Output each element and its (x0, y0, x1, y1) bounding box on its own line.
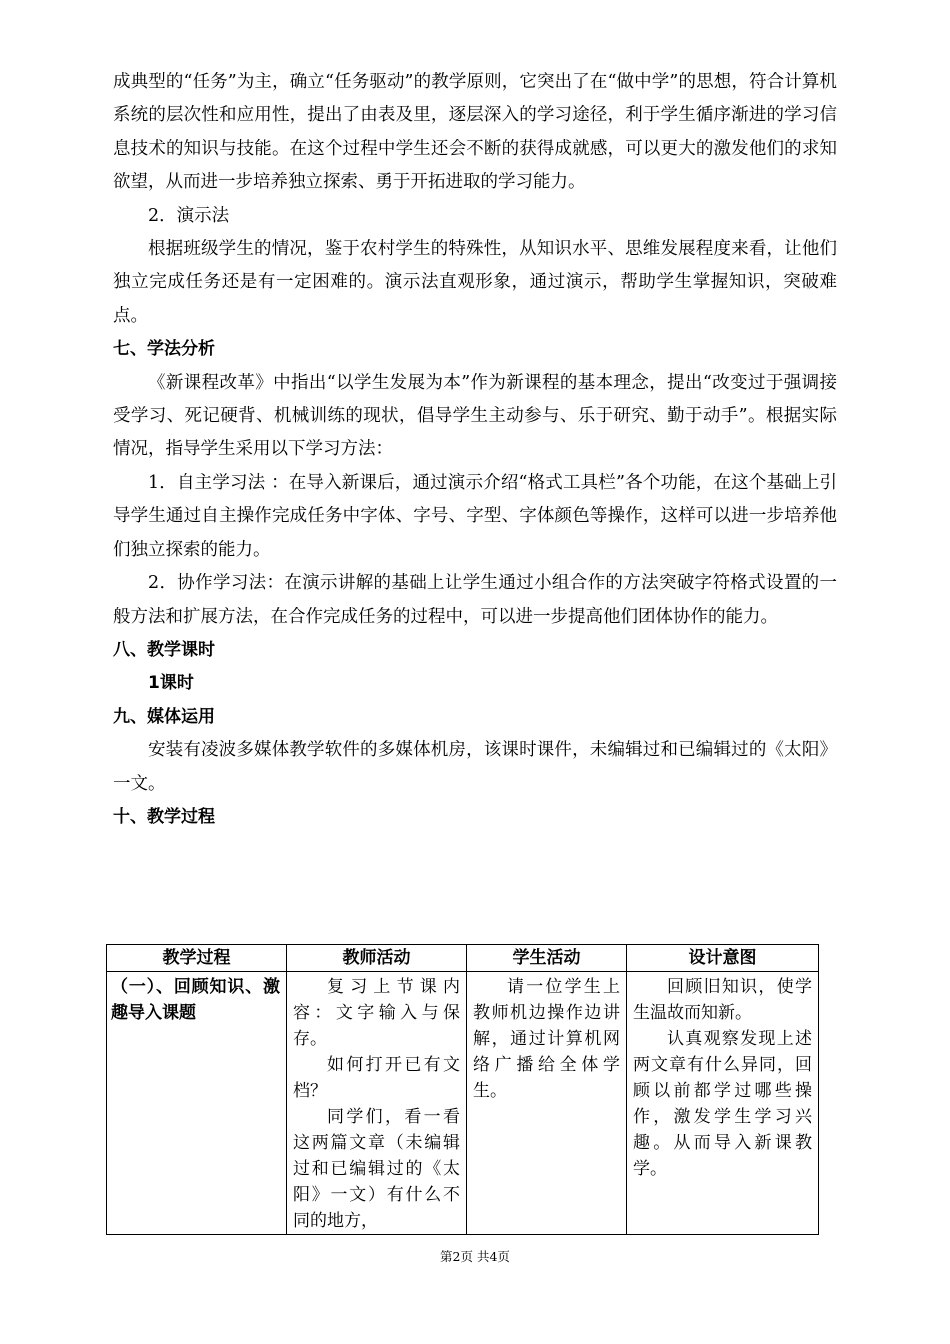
cell-stage: （一）、回顾知识、激趣导入课题 (107, 972, 287, 1235)
heading-media: 九、媒体运用 (113, 706, 215, 727)
cell-teacher-activity (287, 972, 467, 1235)
teaching-process-table (106, 944, 819, 1235)
intent-line: 回顾旧知识，使学生温故而知新。 (633, 977, 812, 1023)
header-student-activity: 学生活动 (467, 945, 627, 972)
class-hours-value: 1课时 (148, 673, 194, 694)
paragraph-demonstration: 根据班级学生的情况，鉴于农村学生的特殊性，从知识水平、思维发展程度来看，让他们独立完成任务还是有一定困难的。演示法直观形象，通过演示，帮助学生掌握知识，突破难点。 (113, 239, 837, 326)
student-line: 请一位学生上教师机边操作边讲解，通过计算机网络广播给全体学生。 (473, 977, 620, 1101)
teacher-line: 如何打开已有文档？ (293, 1055, 460, 1101)
table-header-row (107, 945, 819, 972)
teacher-line: 同学们，看一看这两篇文章（未编辑过和已编辑过的《太阳》一文）有什么不同的地方， (293, 1107, 460, 1231)
intent-line: 认真观察发现上述两文章有什么异同，回顾以前都学过哪些操作，激发学生学习兴趣。从而导入新课教学。 (633, 1029, 812, 1179)
paragraph-media: 安装有凌波多媒体教学软件的多媒体机房，该课时课件，未编辑过和已编辑过的《太阳》一文。 (113, 740, 837, 794)
cell-design-intent (627, 972, 819, 1235)
paragraph-self-learning: 1．自主学习法 ：在导入新课后，通过演示介绍“格式工具栏”各个功能，在这个基础上引导学生通过自主操作完成任务中字体、字号、字型、字体颜色等操作，这样可以进一步培养他们独立探索的能力。 (113, 472, 837, 560)
paragraph-curriculum-reform: 《新课程改革》中指出“以学生发展为本”作为新课程的基本理念，提出“改变过于强调接受学习、死记硬背、机械训练的现状，倡导学生主动参与、乐于研究、勤于动手”。根据实际情况，指导学生采用以下学习方法： (113, 372, 837, 460)
paragraph-cooperative-learning: 2．协作学习法：在演示讲解的基础上让学生通过小组合作的方法突破字符格式设置的一般方法和扩展方法，在合作完成任务的过程中，可以进一步提高他们团体协作的能力。 (113, 573, 837, 627)
page-footer: 第2页 共4页 (440, 1249, 510, 1264)
paragraph-task-driven: 成典型的“任务”为主，确立“任务驱动”的教学原则，它突出了在“做中学”的思想，符合计算机系统的层次性和应用性，提出了由表及里，逐层深入的学习途径，利于学生循序渐进的学习信息技术的知识与技能。在这个过程中学生还会不断的获得成就感，可以更大的激发他们的求知欲望，从而进一步培养独立探索、勇于开拓进取的学习能力。 (113, 72, 837, 193)
teacher-line: 复习上节课内容：文字输入与保存。 (293, 977, 460, 1049)
header-teacher-activity: 教师活动 (287, 945, 467, 972)
heading-class-hours: 八、教学课时 (113, 639, 215, 660)
heading-teaching-process: 十、教学过程 (113, 806, 215, 827)
header-design-intent: 设计意图 (627, 945, 819, 972)
subheading-demonstration: 2．演示法 (148, 205, 230, 226)
table-row (107, 972, 819, 1235)
heading-learning-method: 七、学法分析 (113, 339, 215, 360)
body-text (113, 66, 837, 834)
header-stage: 教学过程 (107, 945, 287, 972)
cell-student-activity (467, 972, 627, 1235)
